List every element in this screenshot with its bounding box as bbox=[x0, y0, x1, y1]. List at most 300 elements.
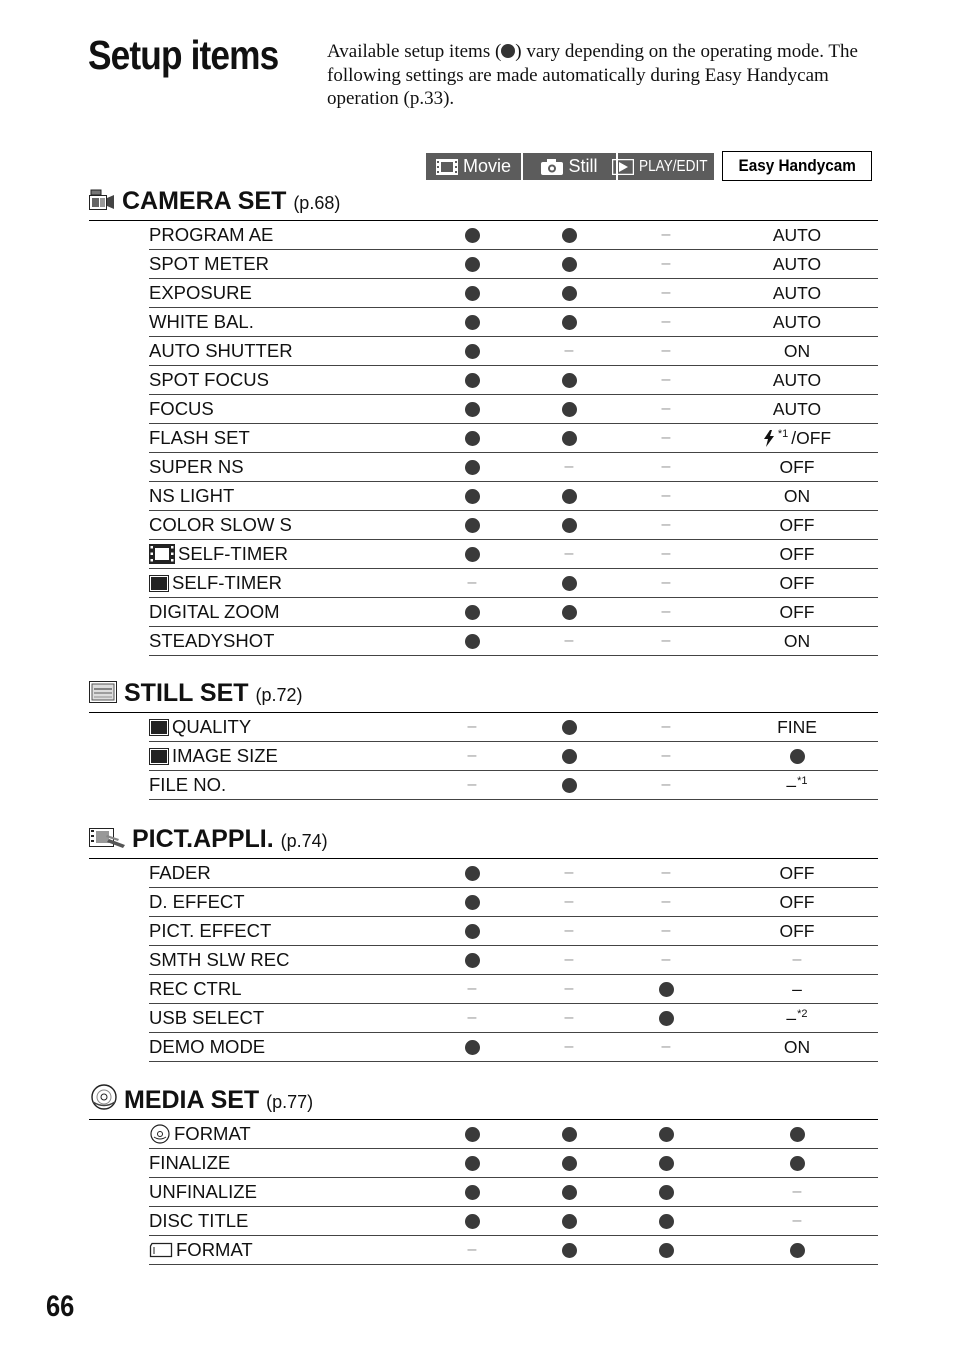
setting-label bbox=[149, 1007, 264, 1029]
play-edit-cell bbox=[606, 1236, 726, 1264]
unavailable-dash: – bbox=[661, 545, 671, 562]
mode-play-edit-label: PLAY/EDIT bbox=[639, 157, 708, 175]
film-icon bbox=[436, 159, 458, 175]
table-row bbox=[149, 1004, 878, 1033]
section-rows bbox=[149, 713, 878, 800]
mode-header bbox=[0, 151, 954, 181]
section-rows bbox=[149, 1120, 878, 1265]
table-row bbox=[149, 975, 878, 1004]
unavailable-dash: – bbox=[661, 226, 671, 243]
table-row bbox=[149, 1033, 878, 1062]
play-edit-cell bbox=[606, 395, 726, 423]
setting-label bbox=[149, 485, 234, 507]
easy-handycam-cell bbox=[737, 713, 857, 741]
setting-label bbox=[149, 630, 274, 652]
unavailable-dash: – bbox=[467, 776, 477, 793]
setting-label bbox=[149, 572, 282, 594]
mode-easy-handycam bbox=[722, 151, 872, 181]
easy-handycam-cell bbox=[737, 424, 857, 452]
unavailable-dash: – bbox=[467, 718, 477, 735]
section-name: STILL SET bbox=[124, 679, 249, 707]
available-dot-icon bbox=[659, 1127, 674, 1142]
default-value: AUTO bbox=[772, 282, 822, 303]
easy-handycam-cell bbox=[737, 598, 857, 626]
mode-still-label: Still bbox=[568, 156, 598, 176]
play-edit-cell bbox=[606, 366, 726, 394]
play-edit-cell bbox=[606, 1178, 726, 1206]
default-value: – bbox=[792, 978, 802, 999]
available-dot-icon bbox=[465, 228, 480, 243]
play-edit-cell bbox=[606, 1149, 726, 1177]
table-row bbox=[149, 540, 878, 569]
unavailable-dash: – bbox=[661, 458, 671, 475]
mode-movie-label: Movie bbox=[462, 156, 511, 176]
default-value: FINE bbox=[777, 716, 817, 737]
table-row bbox=[149, 713, 878, 742]
play-edit-cell bbox=[606, 946, 726, 974]
memory-card-icon bbox=[149, 1242, 173, 1258]
available-dot-icon bbox=[465, 402, 480, 417]
available-dot-icon bbox=[465, 866, 480, 881]
default-value-text: – bbox=[786, 1007, 797, 1028]
still-icon bbox=[149, 748, 169, 765]
easy-handycam-cell bbox=[737, 888, 857, 916]
easy-handycam-cell bbox=[737, 337, 857, 365]
unavailable-dash: – bbox=[661, 603, 671, 620]
unavailable-dash: – bbox=[661, 893, 671, 910]
setting-name: SELF-TIMER bbox=[178, 543, 288, 564]
default-value: ON bbox=[783, 630, 811, 651]
table-row bbox=[149, 627, 878, 656]
easy-handycam-cell bbox=[737, 1120, 857, 1148]
unavailable-dash: – bbox=[661, 400, 671, 417]
available-dot-icon bbox=[465, 547, 480, 562]
easy-handycam-cell bbox=[737, 627, 857, 655]
setting-name: FOCUS bbox=[149, 398, 214, 419]
dot-icon bbox=[501, 44, 515, 58]
setting-label bbox=[149, 311, 254, 333]
available-dot-icon bbox=[465, 315, 480, 330]
intro-part-1: Available setup items ( bbox=[327, 41, 502, 62]
play-edit-cell bbox=[606, 742, 726, 770]
section-title bbox=[124, 1086, 313, 1115]
easy-handycam-cell bbox=[737, 1178, 857, 1206]
default-value bbox=[763, 428, 831, 449]
table-row bbox=[149, 771, 878, 800]
play-icon bbox=[612, 159, 634, 175]
available-dot-icon bbox=[465, 286, 480, 301]
play-edit-cell bbox=[606, 279, 726, 307]
available-dot-icon bbox=[465, 1156, 480, 1171]
setting-label bbox=[149, 1210, 248, 1232]
setting-label bbox=[149, 224, 273, 246]
unavailable-dash: – bbox=[467, 980, 477, 997]
available-dot-icon bbox=[562, 286, 577, 301]
film-icon bbox=[149, 544, 175, 564]
table-row bbox=[149, 742, 878, 771]
setting-label bbox=[149, 774, 226, 796]
table-row bbox=[149, 453, 878, 482]
unavailable-dash: – bbox=[661, 284, 671, 301]
section-rows bbox=[149, 859, 878, 1062]
unavailable-dash: – bbox=[467, 574, 477, 591]
setting-name: SELF-TIMER bbox=[172, 572, 282, 593]
available-dot-icon bbox=[465, 605, 480, 620]
available-dot-icon bbox=[465, 1185, 480, 1200]
available-dot-icon bbox=[465, 924, 480, 939]
section-page-ref: (p.68) bbox=[293, 193, 341, 213]
default-value: AUTO bbox=[772, 224, 822, 245]
unavailable-dash: – bbox=[564, 893, 574, 910]
table-row bbox=[149, 1207, 878, 1236]
unavailable-dash: – bbox=[792, 1212, 802, 1229]
setting-label bbox=[149, 369, 269, 391]
flash-icon bbox=[763, 430, 775, 447]
easy-handycam-cell bbox=[737, 771, 857, 799]
available-dot-icon bbox=[562, 228, 577, 243]
table-row bbox=[149, 279, 878, 308]
table-row bbox=[149, 511, 878, 540]
section-still-set bbox=[0, 678, 954, 800]
setting-name: PROGRAM AE bbox=[149, 224, 274, 245]
mode-still bbox=[523, 153, 616, 180]
default-value: AUTO bbox=[772, 369, 822, 390]
setting-name: REC CTRL bbox=[149, 978, 242, 999]
unavailable-dash: – bbox=[661, 747, 671, 764]
play-edit-cell bbox=[606, 221, 726, 249]
play-edit-cell bbox=[606, 540, 726, 568]
available-dot-icon bbox=[465, 1127, 480, 1142]
setting-label bbox=[149, 891, 245, 913]
available-dot-icon bbox=[465, 895, 480, 910]
table-row bbox=[149, 917, 878, 946]
play-edit-cell bbox=[606, 308, 726, 336]
play-edit-cell bbox=[606, 482, 726, 510]
setting-name: FILE NO. bbox=[149, 774, 227, 795]
setting-name: SPOT METER bbox=[149, 253, 269, 274]
unavailable-dash: – bbox=[792, 951, 802, 968]
setting-name: FADER bbox=[149, 862, 211, 883]
play-edit-cell bbox=[606, 598, 726, 626]
available-dot-icon bbox=[562, 489, 577, 504]
setting-label bbox=[149, 1239, 253, 1261]
setting-name: AUTO SHUTTER bbox=[149, 340, 293, 361]
easy-handycam-cell bbox=[737, 1236, 857, 1264]
easy-handycam-cell bbox=[737, 569, 857, 597]
setting-name: NS LIGHT bbox=[149, 485, 235, 506]
unavailable-dash: – bbox=[564, 922, 574, 939]
available-dot-icon bbox=[659, 1214, 674, 1229]
still-icon bbox=[149, 575, 169, 592]
default-value: OFF bbox=[779, 514, 815, 535]
easy-handycam-cell bbox=[737, 859, 857, 887]
unavailable-dash: – bbox=[467, 1009, 477, 1026]
easy-handycam-cell bbox=[737, 279, 857, 307]
setting-label bbox=[149, 1181, 257, 1203]
available-dot-icon bbox=[790, 1156, 805, 1171]
disc-small-icon bbox=[149, 1124, 171, 1144]
easy-handycam-cell bbox=[737, 975, 857, 1003]
play-edit-cell bbox=[606, 771, 726, 799]
default-value bbox=[786, 1008, 807, 1029]
table-row bbox=[149, 946, 878, 975]
unavailable-dash: – bbox=[661, 574, 671, 591]
section-header bbox=[89, 186, 878, 221]
intro-part-2: ) vary depending on the operating mode. The following settings are made automatically during Easy Handycam operation (p.33). bbox=[327, 41, 858, 109]
unavailable-dash: – bbox=[564, 545, 574, 562]
play-edit-cell bbox=[606, 424, 726, 452]
setting-name: DEMO MODE bbox=[149, 1036, 266, 1057]
unavailable-dash: – bbox=[564, 864, 574, 881]
play-edit-cell bbox=[606, 859, 726, 887]
section-page-ref: (p.72) bbox=[255, 685, 303, 705]
setting-label bbox=[149, 716, 251, 738]
play-edit-cell bbox=[606, 250, 726, 278]
easy-handycam-cell bbox=[737, 453, 857, 481]
setting-label bbox=[149, 862, 211, 884]
page-title: Setup items bbox=[88, 32, 279, 78]
footnote-ref: *2 bbox=[797, 1008, 808, 1020]
intro-text bbox=[327, 40, 887, 111]
available-dot-icon bbox=[562, 257, 577, 272]
unavailable-dash: – bbox=[661, 516, 671, 533]
camera-icon bbox=[541, 159, 563, 175]
setting-name: SUPER NS bbox=[149, 456, 244, 477]
unavailable-dash: – bbox=[792, 1183, 802, 1200]
available-dot-icon bbox=[465, 518, 480, 533]
section-page-ref: (p.74) bbox=[280, 831, 328, 851]
setting-name: FINALIZE bbox=[149, 1152, 231, 1173]
default-value: OFF bbox=[779, 543, 815, 564]
table-row bbox=[149, 598, 878, 627]
unavailable-dash: – bbox=[661, 313, 671, 330]
mode-play-edit bbox=[618, 153, 714, 180]
unavailable-dash: – bbox=[564, 980, 574, 997]
available-dot-icon bbox=[562, 1127, 577, 1142]
default-value: ON bbox=[783, 340, 811, 361]
setting-label bbox=[149, 427, 250, 449]
available-dot-icon bbox=[659, 1185, 674, 1200]
easy-handycam-cell bbox=[737, 511, 857, 539]
unavailable-dash: – bbox=[661, 371, 671, 388]
play-edit-cell bbox=[606, 888, 726, 916]
mode-easy-handycam-label: Easy Handycam bbox=[738, 156, 856, 175]
setting-name: WHITE BAL. bbox=[149, 311, 254, 332]
section-title bbox=[124, 679, 303, 708]
available-dot-icon bbox=[562, 1156, 577, 1171]
setting-name: USB SELECT bbox=[149, 1007, 265, 1028]
easy-handycam-cell bbox=[737, 366, 857, 394]
available-dot-icon bbox=[465, 460, 480, 475]
available-dot-icon bbox=[562, 1243, 577, 1258]
section-pict-appli bbox=[0, 824, 954, 1062]
unavailable-dash: – bbox=[661, 342, 671, 359]
play-edit-cell bbox=[606, 713, 726, 741]
section-page-ref: (p.77) bbox=[266, 1092, 314, 1112]
table-row bbox=[149, 424, 878, 453]
table-row bbox=[149, 337, 878, 366]
setting-name: SMTH SLW REC bbox=[149, 949, 290, 970]
available-dot-icon bbox=[562, 576, 577, 591]
table-row bbox=[149, 482, 878, 511]
table-row bbox=[149, 1149, 878, 1178]
unavailable-dash: – bbox=[564, 458, 574, 475]
play-edit-cell bbox=[606, 1004, 726, 1032]
setting-name: DISC TITLE bbox=[149, 1210, 249, 1231]
default-value: OFF bbox=[779, 572, 815, 593]
default-value-text: /OFF bbox=[791, 427, 832, 448]
setting-name: PICT. EFFECT bbox=[149, 920, 272, 941]
setting-name: COLOR SLOW S bbox=[149, 514, 292, 535]
pict-appli-icon bbox=[89, 825, 127, 854]
unavailable-dash: – bbox=[661, 718, 671, 735]
setting-label bbox=[149, 253, 269, 275]
section-header bbox=[89, 678, 878, 713]
available-dot-icon bbox=[562, 720, 577, 735]
setting-name: FLASH SET bbox=[149, 427, 250, 448]
available-dot-icon bbox=[562, 431, 577, 446]
play-edit-cell bbox=[606, 569, 726, 597]
unavailable-dash: – bbox=[564, 342, 574, 359]
table-row bbox=[149, 1236, 878, 1265]
section-name: PICT.APPLI. bbox=[132, 825, 274, 853]
setting-label bbox=[149, 1036, 265, 1058]
available-dot-icon bbox=[659, 1243, 674, 1258]
default-value: ON bbox=[783, 485, 811, 506]
unavailable-dash: – bbox=[661, 487, 671, 504]
default-value: OFF bbox=[779, 891, 815, 912]
unavailable-dash: – bbox=[467, 747, 477, 764]
table-row bbox=[149, 888, 878, 917]
section-header bbox=[89, 1085, 878, 1120]
setting-label bbox=[149, 1123, 251, 1145]
available-dot-icon bbox=[790, 1127, 805, 1142]
section-title bbox=[122, 187, 340, 216]
available-dot-icon bbox=[562, 605, 577, 620]
setting-label bbox=[149, 601, 280, 623]
play-edit-cell bbox=[606, 453, 726, 481]
play-edit-cell bbox=[606, 627, 726, 655]
default-value: OFF bbox=[779, 601, 815, 622]
footnote-ref: *1 bbox=[777, 428, 789, 440]
unavailable-dash: – bbox=[661, 951, 671, 968]
unavailable-dash: – bbox=[661, 776, 671, 793]
still-icon bbox=[149, 719, 169, 736]
setting-label bbox=[149, 543, 288, 565]
page-number: 66 bbox=[46, 1290, 75, 1323]
disc-icon bbox=[89, 1084, 119, 1115]
easy-handycam-cell bbox=[737, 946, 857, 974]
available-dot-icon bbox=[465, 1214, 480, 1229]
available-dot-icon bbox=[659, 1011, 674, 1026]
default-value: OFF bbox=[779, 456, 815, 477]
play-edit-cell bbox=[606, 1207, 726, 1235]
default-value-text: – bbox=[786, 774, 797, 795]
section-rows bbox=[149, 221, 878, 656]
table-row bbox=[149, 1120, 878, 1149]
unavailable-dash: – bbox=[661, 429, 671, 446]
setting-name: SPOT FOCUS bbox=[149, 369, 269, 390]
play-edit-cell bbox=[606, 975, 726, 1003]
footnote-ref: *1 bbox=[797, 775, 808, 787]
available-dot-icon bbox=[465, 953, 480, 968]
default-value: AUTO bbox=[772, 398, 822, 419]
camcorder-icon bbox=[89, 189, 115, 216]
available-dot-icon bbox=[562, 315, 577, 330]
section-name: CAMERA SET bbox=[122, 187, 287, 215]
play-edit-cell bbox=[606, 511, 726, 539]
setting-label bbox=[149, 340, 293, 362]
default-value bbox=[786, 775, 807, 796]
unavailable-dash: – bbox=[564, 951, 574, 968]
easy-handycam-cell bbox=[737, 308, 857, 336]
unavailable-dash: – bbox=[661, 255, 671, 272]
table-row bbox=[149, 250, 878, 279]
setting-name: STEADYSHOT bbox=[149, 630, 275, 651]
available-dot-icon bbox=[465, 1040, 480, 1055]
setting-label bbox=[149, 398, 214, 420]
play-edit-cell bbox=[606, 917, 726, 945]
mode-movie bbox=[426, 153, 521, 180]
available-dot-icon bbox=[790, 749, 805, 764]
default-value: OFF bbox=[779, 920, 815, 941]
setting-name: IMAGE SIZE bbox=[172, 745, 278, 766]
table-row bbox=[149, 366, 878, 395]
setting-label bbox=[149, 745, 278, 767]
available-dot-icon bbox=[465, 634, 480, 649]
unavailable-dash: – bbox=[467, 1241, 477, 1258]
available-dot-icon bbox=[790, 1243, 805, 1258]
setting-label bbox=[149, 920, 271, 942]
available-dot-icon bbox=[562, 1214, 577, 1229]
easy-handycam-cell bbox=[737, 540, 857, 568]
easy-handycam-cell bbox=[737, 221, 857, 249]
play-edit-cell bbox=[606, 1033, 726, 1061]
available-dot-icon bbox=[465, 489, 480, 504]
section-title bbox=[132, 825, 328, 854]
easy-handycam-cell bbox=[737, 1149, 857, 1177]
easy-handycam-cell bbox=[737, 742, 857, 770]
available-dot-icon bbox=[465, 344, 480, 359]
setting-label bbox=[149, 514, 292, 536]
default-value: ON bbox=[783, 1036, 811, 1057]
available-dot-icon bbox=[562, 778, 577, 793]
setting-label bbox=[149, 1152, 230, 1174]
section-camera-set bbox=[0, 186, 954, 656]
setting-label bbox=[149, 456, 244, 478]
unavailable-dash: – bbox=[564, 1009, 574, 1026]
setting-name: EXPOSURE bbox=[149, 282, 252, 303]
unavailable-dash: – bbox=[661, 632, 671, 649]
setting-name: UNFINALIZE bbox=[149, 1181, 257, 1202]
unavailable-dash: – bbox=[661, 922, 671, 939]
default-value: OFF bbox=[779, 862, 815, 883]
section-header bbox=[89, 824, 878, 859]
available-dot-icon bbox=[659, 982, 674, 997]
default-value: AUTO bbox=[772, 311, 822, 332]
play-edit-cell bbox=[606, 1120, 726, 1148]
setting-name: FORMAT bbox=[174, 1123, 251, 1144]
unavailable-dash: – bbox=[661, 864, 671, 881]
setting-label bbox=[149, 282, 252, 304]
unavailable-dash: – bbox=[564, 632, 574, 649]
table-row bbox=[149, 308, 878, 337]
easy-handycam-cell bbox=[737, 395, 857, 423]
easy-handycam-cell bbox=[737, 250, 857, 278]
available-dot-icon bbox=[562, 749, 577, 764]
setting-name: DIGITAL ZOOM bbox=[149, 601, 280, 622]
still-set-icon bbox=[89, 681, 117, 708]
